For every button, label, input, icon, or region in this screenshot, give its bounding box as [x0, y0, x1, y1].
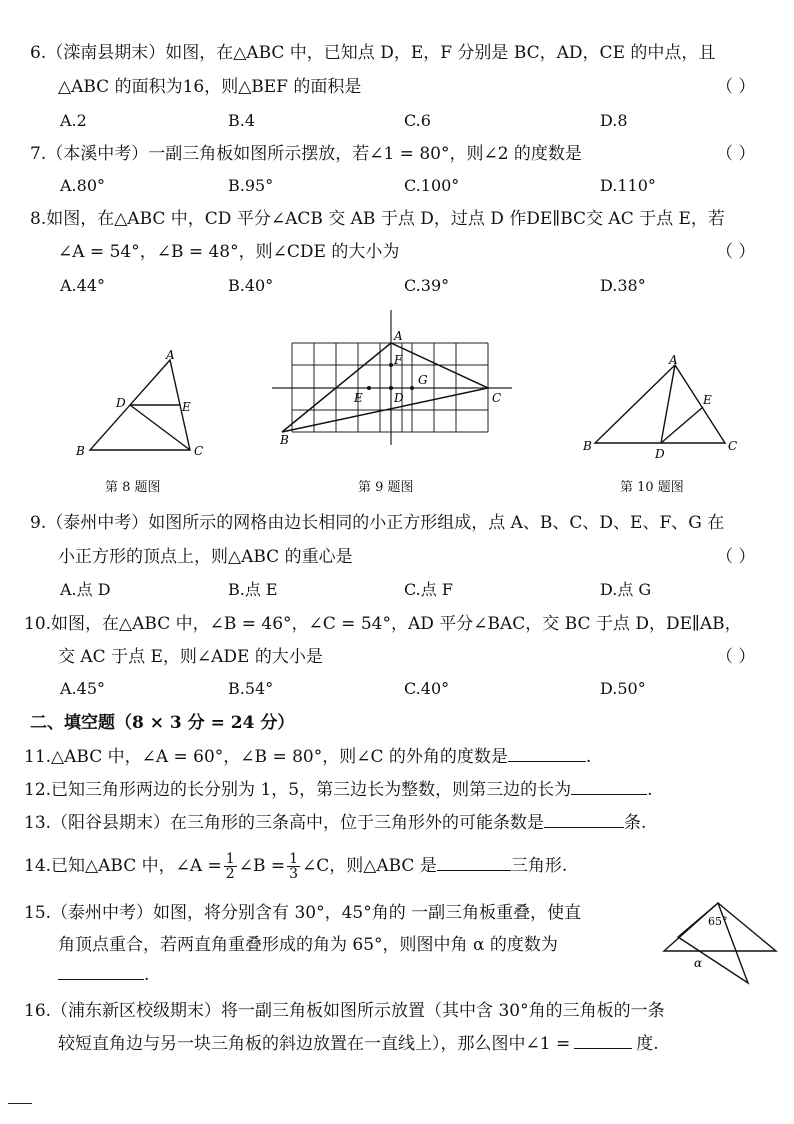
fig8-label-b: B — [76, 444, 85, 458]
fig8-label-e: E — [182, 400, 191, 414]
q12-end: . — [647, 780, 653, 800]
q14-frac2-denominator: 3 — [289, 866, 299, 882]
fig9-label-e: E — [354, 391, 363, 405]
q8-option-c: C.39° — [404, 276, 450, 295]
q9-option-d: D.点 G — [600, 580, 652, 599]
q8-line2: ∠A = 54°，∠B = 48°，则∠CDE 的大小为 — [58, 242, 400, 262]
fig9-label-g: G — [418, 373, 428, 387]
q6-option-c: C.6 — [404, 111, 431, 130]
q9-option-b: B.点 E — [228, 580, 278, 599]
fig15-label-alpha: α — [694, 956, 703, 970]
fig9-label-f: F — [394, 353, 403, 367]
fig10-caption: 第 10 题图 — [620, 480, 684, 495]
q13-end: 条. — [624, 813, 647, 833]
fig9-caption: 第 9 题图 — [358, 480, 414, 495]
q11-text: 11.△ABC 中，∠A = 60°，∠B = 80°，则∠C 的外角的度数是 — [24, 747, 508, 767]
q8-option-d: D.38° — [600, 276, 646, 295]
q9-option-c: C.点 F — [404, 580, 453, 599]
fig10-label-c: C — [728, 439, 738, 453]
q14-fraction-third — [287, 852, 300, 881]
q14-answer-blank[interactable] — [437, 854, 511, 871]
fig10-label-e: E — [703, 393, 712, 407]
q15-line3 — [58, 963, 149, 986]
fig9-label-a: A — [394, 329, 403, 343]
q10-answer-paren: （ ） — [716, 647, 756, 667]
q7-option-b: B.95° — [228, 176, 274, 195]
q9-line1: 9.（泰州中考）如图所示的网格由边长相同的小正方形组成，点 A、B、C、D、E、F、G 在 — [30, 513, 725, 533]
fig9-label-b: B — [280, 433, 289, 447]
q9-option-a: A.点 D — [60, 580, 111, 599]
q11-answer-blank[interactable] — [508, 745, 586, 762]
q6-line2: △ABC 的面积为16，则△BEF 的面积是 — [58, 77, 362, 97]
q10-line2: 交 AC 于点 E，则∠ADE 的大小是 — [58, 647, 323, 667]
fig8-label-d: D — [116, 396, 126, 410]
q6-option-d: D.8 — [600, 111, 628, 130]
section-fill-blank-title: 二、填空题（8 × 3 分 = 24 分） — [30, 713, 295, 733]
footer-divider — [8, 1103, 32, 1104]
q9-line2: 小正方形的顶点上，则△ABC 的重心是 — [58, 547, 353, 567]
q10-option-c: C.40° — [404, 679, 450, 698]
q7-answer-paren: （ ） — [716, 144, 756, 164]
q8-line1: 8.如图，在△ABC 中，CD 平分∠ACB 交 AB 于点 D，过点 D 作DE∥BC交 AC 于点 E，若 — [30, 209, 725, 229]
q9-answer-paren: （ ） — [716, 547, 756, 567]
q7-line1: 7.（本溪中考）一副三角板如图所示摆放，若∠1 = 80°，则∠2 的度数是 — [30, 144, 582, 164]
q12-answer-blank[interactable] — [571, 778, 647, 795]
q15-line2: 角顶点重合，若两直角重叠形成的角为 65°，则图中角 α 的度数为 — [58, 935, 558, 955]
q10-option-a: A.45° — [60, 679, 105, 698]
q14-part3: ∠C，则△ABC 是 — [302, 856, 437, 876]
q16-answer-blank[interactable] — [574, 1032, 632, 1049]
fig15-label-65: 65° — [708, 915, 728, 928]
q10-option-d: D.50° — [600, 679, 646, 698]
q7-option-d: D.110° — [600, 176, 656, 195]
q16-line1: 16.（浦东新区校级期末）将一副三角板如图所示放置（其中含 30°角的三角板的一条 — [24, 1001, 665, 1021]
fig10-label-b: B — [583, 439, 592, 453]
q12-text: 12.已知三角形两边的长分别为 1，5，第三边长为整数，则第三边的长为 — [24, 780, 572, 800]
q10-line1: 10.如图，在△ABC 中，∠B = 46°，∠C = 54°，AD 平分∠BAC，交 BC 于点 D，DE∥AB， — [24, 614, 742, 634]
q8-option-a: A.44° — [60, 276, 105, 295]
fig10-label-d: D — [655, 447, 665, 460]
q14-part1: 14.已知△ABC 中，∠A = — [24, 856, 222, 876]
q14-end: 三角形. — [510, 856, 568, 876]
q7-option-a: A.80° — [60, 176, 105, 195]
q14-line — [24, 852, 567, 881]
q16-text: 较短直角边与另一块三角板的斜边放置在一直线上），那么图中∠1 = — [58, 1034, 571, 1054]
q6-answer-paren: （ ） — [716, 77, 756, 97]
q13-answer-blank[interactable] — [544, 811, 624, 828]
q6-option-a: A.2 — [60, 111, 87, 130]
figure-8-triangle — [70, 345, 210, 465]
q14-frac1-numerator: 1 — [225, 851, 235, 867]
q14-frac1-denominator: 2 — [225, 866, 235, 882]
q14-part2: ∠B = — [238, 856, 286, 876]
q11-line — [24, 745, 591, 768]
fig8-label-a: A — [166, 348, 175, 362]
q13-text: 13.（阳谷县期末）在三角形的三条高中，位于三角形外的可能条数是 — [24, 813, 545, 833]
q15-answer-blank[interactable] — [58, 963, 144, 980]
figure-10-triangle — [575, 350, 745, 460]
q10-option-b: B.54° — [228, 679, 274, 698]
q15-end: . — [144, 965, 150, 985]
q8-answer-paren: （ ） — [716, 242, 756, 262]
q16-end: 度. — [636, 1034, 659, 1054]
q15-line1: 15.（泰州中考）如图，将分别含有 30°，45°角的 一副三角板重叠，使直 — [24, 903, 582, 923]
fig9-label-c: C — [492, 391, 502, 405]
q6-line1: 6.（滦南县期末）如图，在△ABC 中，已知点 D，E，F 分别是 BC，AD，CE 的中点，且 — [30, 43, 716, 63]
fig8-caption: 第 8 题图 — [105, 480, 161, 495]
q16-line2 — [58, 1032, 659, 1055]
figure-9-grid — [272, 310, 522, 450]
fig9-label-d: D — [394, 391, 404, 405]
q12-line — [24, 778, 652, 801]
q14-frac2-numerator: 1 — [289, 851, 299, 867]
fig8-label-c: C — [194, 444, 204, 458]
q8-option-b: B.40° — [228, 276, 274, 295]
q14-fraction-half — [224, 852, 237, 881]
q6-option-b: B.4 — [228, 111, 256, 130]
q7-option-c: C.100° — [404, 176, 460, 195]
figure-15-set-squares — [660, 893, 782, 985]
q13-line — [24, 811, 646, 834]
q11-end: . — [585, 747, 592, 767]
fig10-label-a: A — [669, 353, 678, 367]
